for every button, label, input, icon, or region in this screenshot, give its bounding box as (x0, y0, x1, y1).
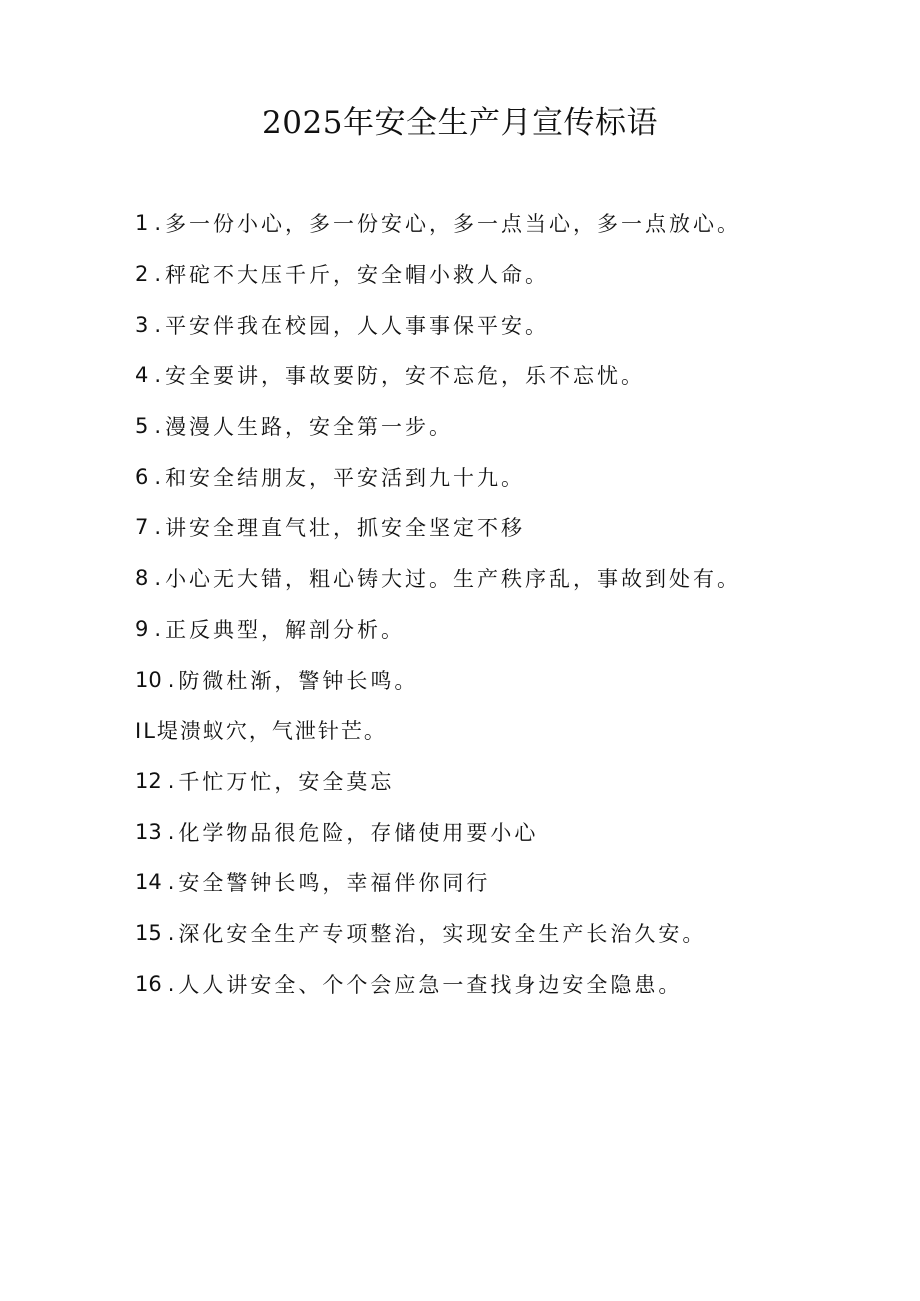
item-text: 人人讲安全、个个会应急一查找身边安全隐患。 (178, 972, 683, 997)
item-separator: . (154, 312, 162, 337)
item-number: 15 (135, 920, 162, 945)
list-item (135, 299, 895, 350)
list-item (135, 553, 895, 604)
item-text: 正反典型，解剖分析。 (165, 617, 406, 642)
document-title: 2025年安全生产月宣传标语 (262, 105, 658, 141)
list-item (135, 857, 895, 908)
item-text: 和安全结朋友，平安活到九十九。 (165, 465, 526, 490)
list-item (135, 198, 895, 249)
item-text: 化学物品很危险，存储使用要小心 (178, 820, 539, 845)
item-separator: . (154, 363, 162, 388)
item-number: 7 (135, 515, 149, 540)
list-item (135, 401, 895, 452)
list-item (135, 502, 895, 553)
item-separator: . (154, 414, 162, 439)
list-item (135, 604, 895, 655)
list-item (135, 350, 895, 401)
item-separator: . (154, 211, 162, 236)
item-number: 8 (135, 566, 149, 591)
item-number: 12 (135, 768, 162, 793)
item-text: 安全要讲，事故要防，安不忘危，乐不忘忧。 (165, 364, 646, 389)
item-text: 千忙万忙，安全莫忘 (178, 769, 395, 794)
item-number: 10 (135, 667, 162, 692)
list-item (135, 705, 895, 756)
item-text: 秤砣不大压千斤，安全帽小救人命。 (165, 263, 550, 288)
item-number: 3 (135, 312, 149, 337)
item-text: 安全警钟长鸣，幸福伴你同行 (178, 871, 491, 896)
item-separator: . (154, 566, 162, 591)
item-number: 13 (135, 819, 162, 844)
item-number: 14 (135, 870, 162, 895)
list-item (135, 654, 895, 705)
item-text: 多一份小心，多一份安心，多一点当心，多一点放心。 (165, 212, 742, 237)
item-text: 防微杜渐，警钟长鸣。 (178, 668, 419, 693)
list-item (135, 806, 895, 857)
item-text: 讲安全理直气壮，抓安全坚定不移 (165, 516, 526, 541)
item-number: 5 (135, 414, 149, 439)
item-text: 漫漫人生路，安全第一步。 (165, 415, 454, 440)
item-number: 6 (135, 464, 149, 489)
list-item (135, 908, 895, 959)
item-text: 平安伴我在校园，人人事事保平安。 (165, 313, 550, 338)
list-item (135, 756, 895, 807)
list-item (135, 249, 895, 300)
item-separator: . (167, 768, 175, 793)
item-separator: . (167, 870, 175, 895)
item-separator: . (167, 971, 175, 996)
item-number: 2 (135, 262, 149, 287)
slogan-list (135, 198, 895, 1009)
item-text: 深化安全生产专项整治，实现安全生产长治久安。 (178, 921, 707, 946)
item-number: 16 (135, 971, 162, 996)
list-item (135, 451, 895, 502)
item-separator: . (154, 616, 162, 641)
item-number: 9 (135, 616, 149, 641)
item-text: IL堤溃蚁穴，气泄针芒。 (135, 719, 387, 744)
item-separator: . (167, 667, 175, 692)
item-number: 4 (135, 363, 149, 388)
item-separator: . (154, 262, 162, 287)
item-text: 小心无大错，粗心铸大过。生产秩序乱，事故到处有。 (165, 567, 742, 592)
item-separator: . (167, 819, 175, 844)
list-item (135, 958, 895, 1009)
item-separator: . (167, 920, 175, 945)
item-separator: . (154, 464, 162, 489)
item-separator: . (154, 515, 162, 540)
item-number: 1 (135, 211, 149, 236)
